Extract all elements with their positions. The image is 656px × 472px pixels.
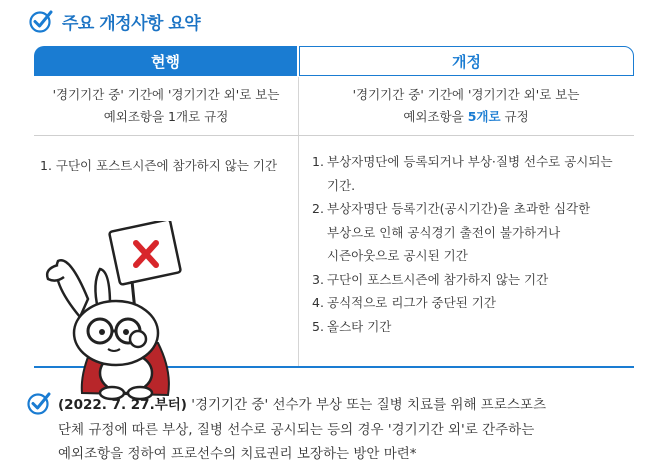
revised-rule-text: 예외조항을 [403, 109, 468, 124]
item-text: 시즌아웃으로 공시된 기간 [327, 248, 468, 263]
note-date: (2022. 7. 27.부터) [58, 397, 187, 413]
header-revised: 개정 [299, 46, 634, 76]
list-item [312, 315, 632, 339]
note-line: 단체 규정에 따른 부상, 질병 선수로 공시되는 등의 경우 '경기기간 외'로 간주하는 [58, 421, 535, 438]
item-text: 구단이 포스트시즌에 참가하지 않는 기간 [327, 271, 549, 287]
list-item [312, 268, 632, 292]
item-number: 2. [312, 201, 324, 216]
revised-rule-line [403, 106, 528, 128]
row-divider [34, 135, 634, 136]
revised-rule-cell [299, 82, 633, 130]
highlight-count: 5개로 [467, 109, 501, 124]
item-number: 4. [312, 295, 324, 310]
item-text: 부상으로 인해 공식경기 출전이 불가하거나 [327, 224, 561, 240]
list-item [312, 197, 632, 268]
comparison-table [34, 46, 636, 364]
current-rule-line: '경기기간 중' 기간에 '경기기간 외'로 보는 [52, 87, 280, 102]
current-rule-line: 예외조항을 1개로 규정 [103, 109, 229, 124]
item-text: 기간. [327, 177, 356, 193]
note-line: 예외조항을 정하여 프로선수의 치료권리 보장하는 방안 마련* [58, 446, 417, 462]
item-text: 부상자명단 등록기간(공시기간)을 초과한 심각한 [327, 201, 591, 216]
note-line [58, 393, 628, 418]
revised-rule-line: '경기기간 중' 기간에 '경기기간 외'로 보는 [352, 87, 580, 102]
check-circle-icon [28, 8, 54, 34]
item-number: 1. [312, 154, 324, 169]
note-line-text: '경기기간 중' 선수가 부상 또는 질병 치료를 위해 프로스포츠 [186, 397, 546, 413]
list-item [312, 291, 632, 315]
check-circle-icon [26, 390, 52, 416]
current-item: 1. 구단이 포스트시즌에 참가하지 않는 기간 [40, 158, 278, 173]
item-text: 공식적으로 리그가 중단된 기간 [327, 295, 496, 310]
item-number: 5. [312, 318, 324, 334]
revised-rule-text: 규정 [500, 109, 529, 124]
item-text: 올스타 기간 [327, 318, 392, 334]
current-rule-cell [34, 82, 298, 130]
section-title [28, 7, 200, 35]
list-item [312, 150, 632, 197]
page-title: 주요 개정사항 요약 [62, 13, 201, 34]
revised-list [312, 150, 632, 338]
header-current: 현행 [34, 46, 297, 76]
note-text [58, 393, 628, 467]
mascot-illustration [40, 221, 210, 406]
item-text: 부상자명단에 등록되거나 부상·질병 선수로 공시되는 [327, 154, 613, 169]
item-number: 3. [312, 271, 324, 287]
